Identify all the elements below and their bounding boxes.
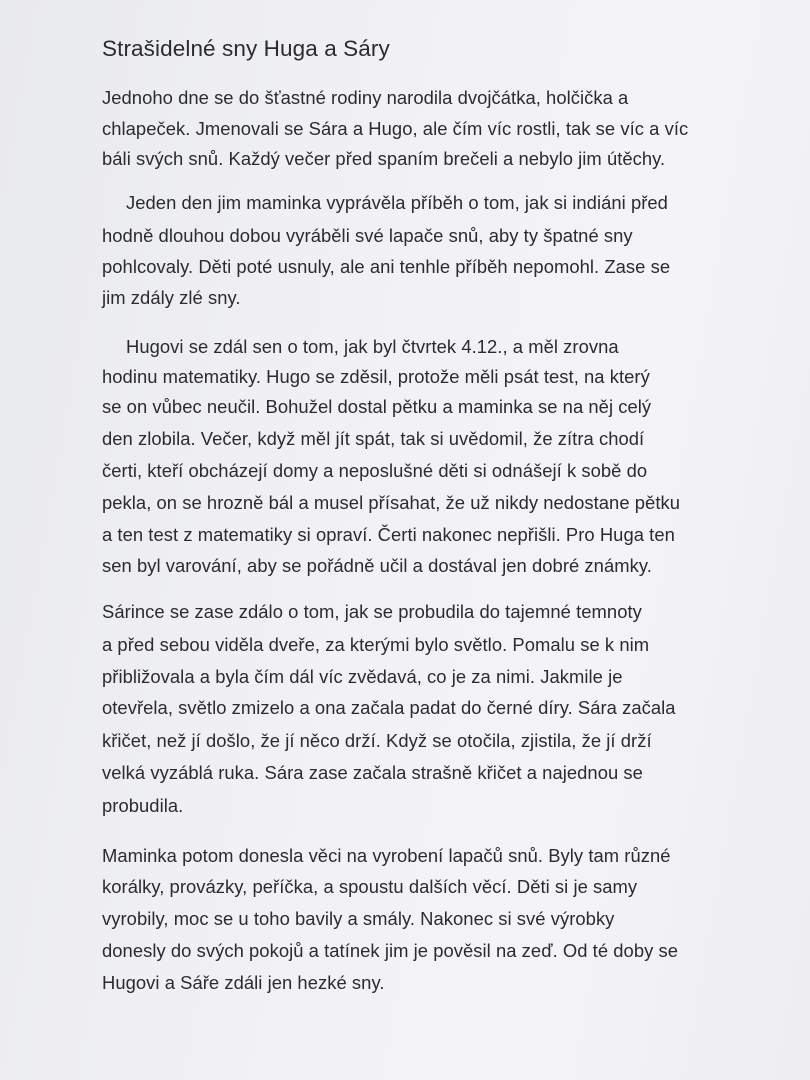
paragraph-2-line-4: jim zdály zlé sny. xyxy=(102,287,241,308)
paragraph-4-line-7: probudila. xyxy=(102,795,184,816)
paragraph-3-line-3: se on vůbec neučil. Bohužel dostal pětku a maminka se na něj celý xyxy=(102,396,652,417)
paragraph-1-line-1: Jednoho dne se do šťastné rodiny narodila dvojčátka, holčička a xyxy=(102,87,629,108)
paragraph-4-line-2: a před sebou viděla dveře, za kterými bylo světlo. Pomalu se k nim xyxy=(102,634,650,655)
paragraph-1-line-3: báli svých snů. Každý večer před spaním brečeli a nebylo jim útěchy. xyxy=(102,148,666,169)
paragraph-3-line-5: čerti, kteří obcházejí domy a neposlušné děti si odnášejí k sobě do xyxy=(102,460,648,481)
document-title: Strašidelné sny Huga a Sáry xyxy=(102,36,390,61)
paragraph-4-line-6: velká vyzáblá ruka. Sára zase začala strašně křičet a najednou se xyxy=(102,762,643,783)
paragraph-2-line-2: hodně dlouhou dobou vyráběli své lapače snů, aby ty špatné sny xyxy=(102,225,633,246)
paragraph-3-line-8: sen byl varování, aby se pořádně učil a dostával jen dobré známky. xyxy=(102,555,652,576)
paragraph-2-line-1: Jeden den jim maminka vyprávěla příběh o tom, jak si indiáni před xyxy=(126,192,668,213)
paragraph-4-line-5: křičet, než jí došlo, že jí něco drží. Když se otočila, zjistila, že jí drží xyxy=(102,730,652,751)
paragraph-5-line-1: Maminka potom donesla věci na vyrobení lapačů snů. Byly tam různé xyxy=(102,845,671,866)
paragraph-4-line-1: Sárince se zase zdálo o tom, jak se probudila do tajemné temnoty xyxy=(102,601,642,622)
paragraph-3-line-6: pekla, on se hrozně bál a musel přísahat, že už nikdy nedostane pětku xyxy=(102,492,681,513)
paragraph-2-line-3: pohlcovaly. Děti poté usnuly, ale ani tenhle příběh nepomohl. Zase se xyxy=(102,256,671,277)
paragraph-1-line-2: chlapeček. Jmenovali se Sára a Hugo, ale čím víc rostli, tak se víc a víc xyxy=(102,118,689,139)
paragraph-4-line-3: přibližovala a byla čím dál víc zvědavá, co je za nimi. Jakmile je xyxy=(102,666,623,687)
paragraph-5-line-2: korálky, provázky, peříčka, a spoustu dalších věcí. Děti si je samy xyxy=(102,876,638,897)
paragraph-4-line-4: otevřela, světlo zmizelo a ona začala padat do černé díry. Sára začala xyxy=(102,697,676,718)
paragraph-3-line-7: a ten test z matematiky si opraví. Čerti nakonec nepřišli. Pro Huga ten xyxy=(102,524,675,545)
paragraph-5-line-4: donesly do svých pokojů a tatínek jim je pověsil na zeď. Od té doby se xyxy=(102,940,679,961)
paragraph-5-line-5: Hugovi a Sáře zdáli jen hezké sny. xyxy=(102,972,385,993)
paragraph-3-line-4: den zlobila. Večer, když měl jít spát, tak si uvědomil, že zítra chodí xyxy=(102,428,645,449)
paragraph-5-line-3: vyrobily, moc se u toho bavily a smály. Nakonec si své výrobky xyxy=(102,908,615,929)
paragraph-3-line-1: Hugovi se zdál sen o tom, jak byl čtvrtek 4.12., a měl zrovna xyxy=(126,336,619,357)
paragraph-3-line-2: hodinu matematiky. Hugo se zděsil, protože měli psát test, na který xyxy=(102,366,650,387)
